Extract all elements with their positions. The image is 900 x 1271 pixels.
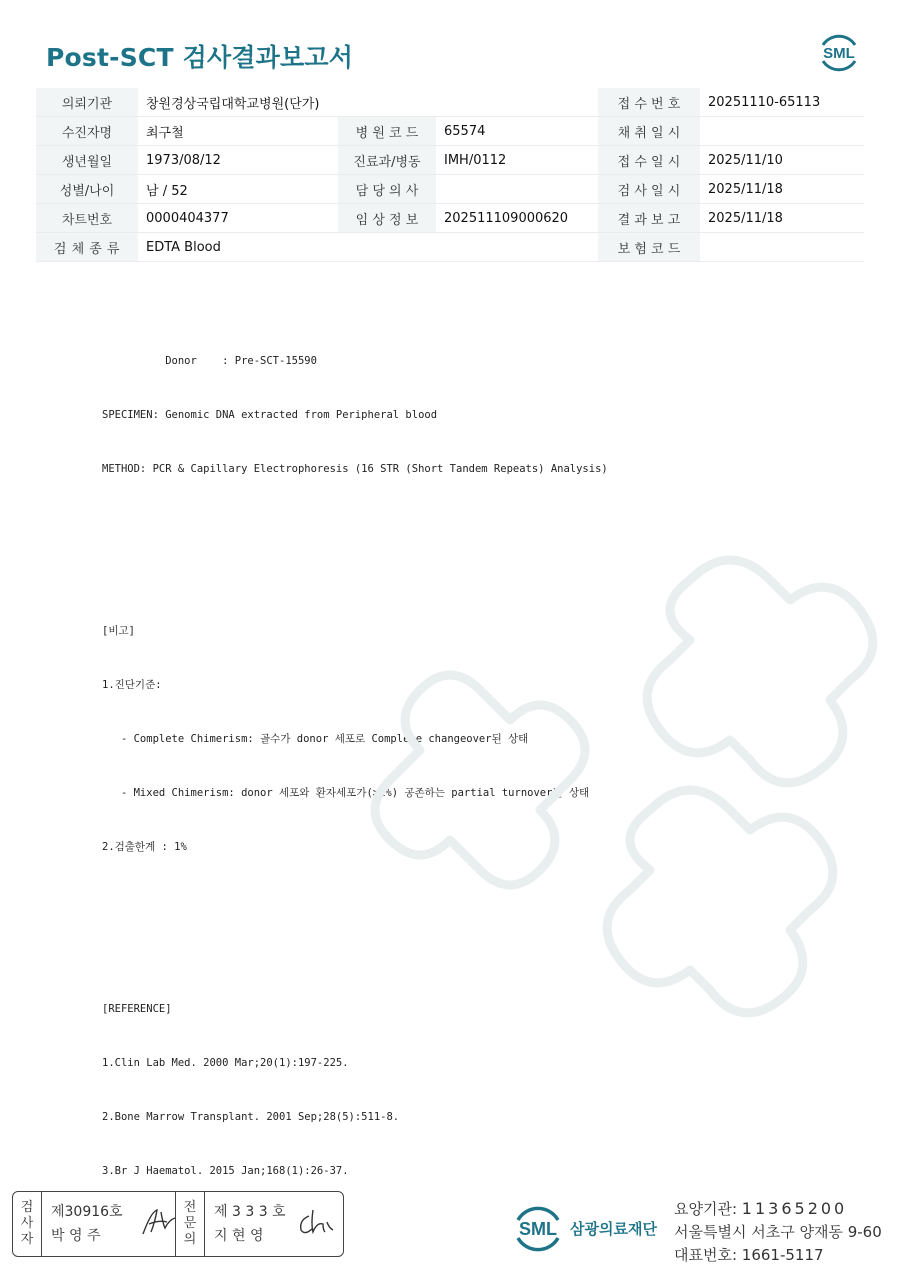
value-sex-age: 남 / 52 xyxy=(138,175,338,204)
specialist-label: 전 문 의 xyxy=(175,1192,205,1256)
value-report-date: 2025/11/18 xyxy=(700,204,864,233)
label-test-date: 검 사 일 시 xyxy=(598,175,700,204)
examiner-signature-icon xyxy=(141,1206,177,1240)
value-clinical-info: 202511109000620 xyxy=(436,204,598,233)
org-name: 삼광의료재단 xyxy=(570,1220,657,1238)
value-test-date: 2025/11/18 xyxy=(700,175,864,204)
specialist-license: 제 3 3 3 호 xyxy=(214,1204,286,1220)
sml-logo-text: SML xyxy=(823,45,855,62)
reference-header: [REFERENCE] xyxy=(102,1003,172,1015)
value-specimen-type: EDTA Blood xyxy=(138,233,598,262)
info-row xyxy=(36,204,864,233)
note-header: [비고] xyxy=(102,625,135,637)
note-detection-limit: 2.검출한계 : 1% xyxy=(102,841,187,853)
value-collection-date xyxy=(700,117,864,146)
specialist-signature-icon xyxy=(295,1206,335,1240)
org-phone: 대표번호: 1661-5117 xyxy=(674,1246,824,1264)
info-row xyxy=(36,117,864,146)
info-row xyxy=(36,88,864,117)
note-complete-chimerism: - Complete Chimerism: 골수가 donor 세포로 Complete changeover된 상태 xyxy=(102,733,529,745)
value-birth-date: 1973/08/12 xyxy=(138,146,338,175)
examiner-label: 검 사 자 xyxy=(13,1192,42,1256)
label-clinical-info: 임 상 정 보 xyxy=(338,204,436,233)
specialist-info xyxy=(214,1200,286,1248)
label-insurance-code: 보 험 코 드 xyxy=(598,233,700,262)
method-line: METHOD: PCR & Capillary Electrophoresis (16 STR (Short Tandem Repeats) Analysis) xyxy=(102,463,608,475)
value-receipt-date: 2025/11/10 xyxy=(700,146,864,175)
value-insurance-code xyxy=(700,233,864,262)
value-receipt-number: 20251110-65113 xyxy=(700,88,864,117)
specimen-line: SPECIMEN: Genomic DNA extracted from Peripheral blood xyxy=(102,409,438,421)
value-requesting-org: 창원경상국립대학교병원(단가) xyxy=(138,88,598,117)
label-specimen-type: 검 체 종 류 xyxy=(36,233,138,262)
patient-info-table xyxy=(36,88,864,262)
org-contact-info xyxy=(674,1197,882,1267)
label-report-date: 결 과 보 고 xyxy=(598,204,700,233)
value-department: IMH/0112 xyxy=(436,146,598,175)
note-criteria: 1.진단기준: xyxy=(102,679,162,691)
value-hospital-code: 65574 xyxy=(436,117,598,146)
medical-institution-number: 요양기관: 11365200 xyxy=(674,1199,848,1218)
specialist-name: 지 현 영 xyxy=(214,1228,264,1244)
label-department: 진료과/병동 xyxy=(338,146,436,175)
page-title: Post-SCT 검사결과보고서 xyxy=(46,43,354,72)
examiner-info xyxy=(51,1200,123,1248)
sml-logo-icon xyxy=(815,28,863,76)
org-logo-icon xyxy=(510,1200,566,1256)
label-sex-age: 성별/나이 xyxy=(36,175,138,204)
examiner-license: 제30916호 xyxy=(51,1204,123,1220)
label-doctor: 담 당 의 사 xyxy=(338,175,436,204)
reference-item: 3.Br J Haematol. 2015 Jan;168(1):26-37. xyxy=(102,1165,349,1177)
value-doctor xyxy=(436,175,598,204)
info-row xyxy=(36,233,864,262)
label-receipt-date: 접 수 일 시 xyxy=(598,146,700,175)
org-address: 서울특별시 서초구 양재동 9-60 xyxy=(674,1223,882,1241)
info-row xyxy=(36,146,864,175)
label-birth-date: 생년월일 xyxy=(36,146,138,175)
label-receipt-number: 접 수 번 호 xyxy=(598,88,700,117)
value-chart-number: 0000404377 xyxy=(138,204,338,233)
donor-line: Donor : Pre-SCT-15590 xyxy=(102,355,317,367)
label-hospital-code: 병 원 코 드 xyxy=(338,117,436,146)
info-row xyxy=(36,175,864,204)
value-patient-name: 최구철 xyxy=(138,117,338,146)
note-mixed-chimerism: - Mixed Chimerism: donor 세포와 환자세포가(>1%) 공존하는 partial turnover된 상태 xyxy=(102,787,590,799)
org-logo-text: SML xyxy=(519,1219,557,1239)
watermark-cross-icon xyxy=(360,540,900,1040)
label-requesting-org: 의뢰기관 xyxy=(36,88,138,117)
reference-item: 2.Bone Marrow Transplant. 2001 Sep;28(5):511-8. xyxy=(102,1111,400,1123)
label-patient-name: 수진자명 xyxy=(36,117,138,146)
examiner-name: 박 영 주 xyxy=(51,1228,101,1244)
label-chart-number: 차트번호 xyxy=(36,204,138,233)
signature-stamp xyxy=(12,1191,344,1257)
label-collection-date: 채 취 일 시 xyxy=(598,117,700,146)
reference-item: 1.Clin Lab Med. 2000 Mar;20(1):197-225. xyxy=(102,1057,349,1069)
